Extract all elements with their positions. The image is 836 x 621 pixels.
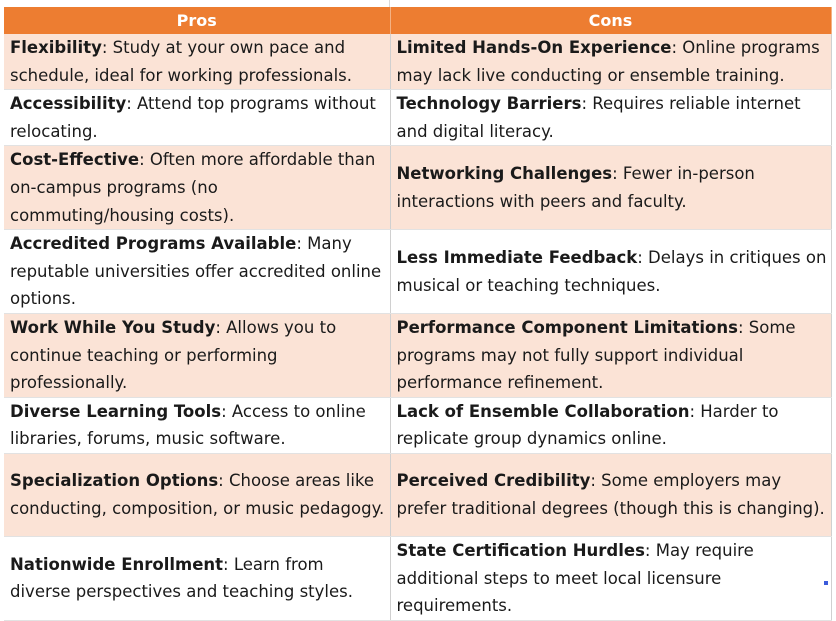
table-body: [4, 34, 831, 620]
table-row: [4, 397, 831, 453]
header-cons[interactable]: Cons: [390, 7, 831, 34]
pro-title: Work While You Study: [10, 317, 216, 337]
pro-title: Diverse Learning Tools: [10, 401, 222, 421]
pro-title: Flexibility: [10, 38, 102, 57]
pro-text: : Access to online libraries, forums, music software.: [10, 401, 366, 449]
con-text: : Fewer in-person interactions with peers and faculty.: [396, 164, 755, 211]
con-text: : Requires reliable internet and digital literacy.: [396, 94, 801, 141]
pros-cons-table: [4, 7, 832, 621]
table-row: [4, 90, 831, 146]
con-cell[interactable]: [390, 230, 831, 314]
pro-cell[interactable]: [4, 453, 390, 536]
pro-title: Cost-Effective: [10, 150, 140, 170]
con-text: : Harder to replicate group dynamics online.: [396, 401, 779, 449]
pro-text: : Attend top programs without relocating.: [10, 94, 376, 141]
pro-title: Accredited Programs Available: [10, 234, 297, 254]
pro-title: Accessibility: [10, 94, 127, 114]
con-title: Lack of Ensemble Collaboration: [396, 401, 690, 421]
con-cell[interactable]: [390, 146, 831, 230]
pro-cell[interactable]: [4, 146, 390, 230]
con-cell[interactable]: [390, 453, 831, 536]
header-row: [4, 7, 831, 34]
table-row: [4, 536, 831, 620]
con-text: : Delays in critiques on musical or teaching techniques.: [396, 247, 827, 295]
pro-cell[interactable]: [4, 536, 390, 620]
con-text: : May require additional steps to meet local licensure requirements.: [396, 540, 754, 616]
table-row: [4, 146, 831, 230]
pro-text: : Learn from diverse perspectives and teaching styles.: [10, 554, 353, 602]
con-cell[interactable]: [390, 313, 831, 397]
column-gridline: [389, 0, 390, 7]
con-cell[interactable]: [390, 536, 831, 620]
con-title: Performance Component Limitations: [396, 317, 738, 337]
con-text: : Some programs may not fully support individual performance refinement.: [396, 317, 796, 393]
con-title: Less Immediate Feedback: [396, 247, 638, 267]
pro-cell[interactable]: [4, 397, 390, 453]
pro-text: : Study at your own pace and schedule, ideal for working professionals.: [10, 38, 353, 85]
con-title: State Certification Hurdles: [396, 540, 645, 560]
con-cell[interactable]: [390, 34, 831, 90]
con-text: : Some employers may prefer traditional degrees (though this is changing).: [396, 471, 825, 518]
con-text: : Online programs may lack live conducting or ensemble training.: [396, 38, 820, 85]
con-title: Limited Hands-On Experience: [396, 38, 672, 57]
fill-handle[interactable]: [824, 581, 828, 585]
pro-cell[interactable]: [4, 313, 390, 397]
table-row: [4, 230, 831, 314]
con-cell[interactable]: [390, 397, 831, 453]
pro-title: Specialization Options: [10, 471, 219, 491]
con-cell[interactable]: [390, 90, 831, 146]
pro-text: : Choose areas like conducting, composition, or music pedagogy.: [10, 471, 385, 518]
table-row: [4, 313, 831, 397]
header-pros[interactable]: Pros: [4, 7, 390, 34]
pro-text: : Often more affordable than on-campus programs (no commuting/housing costs).: [10, 150, 376, 225]
table-row: [4, 453, 831, 536]
table-row: [4, 34, 831, 90]
con-title: Networking Challenges: [396, 164, 613, 184]
con-title: Technology Barriers: [396, 94, 582, 114]
pro-cell[interactable]: [4, 34, 390, 90]
pro-cell[interactable]: [4, 90, 390, 146]
pro-text: : Many reputable universities offer accredited online options.: [10, 234, 382, 309]
con-title: Perceived Credibility: [396, 471, 591, 491]
pro-cell[interactable]: [4, 230, 390, 314]
pro-text: : Allows you to continue teaching or performing professionally.: [10, 317, 337, 393]
pro-title: Nationwide Enrollment: [10, 554, 224, 574]
